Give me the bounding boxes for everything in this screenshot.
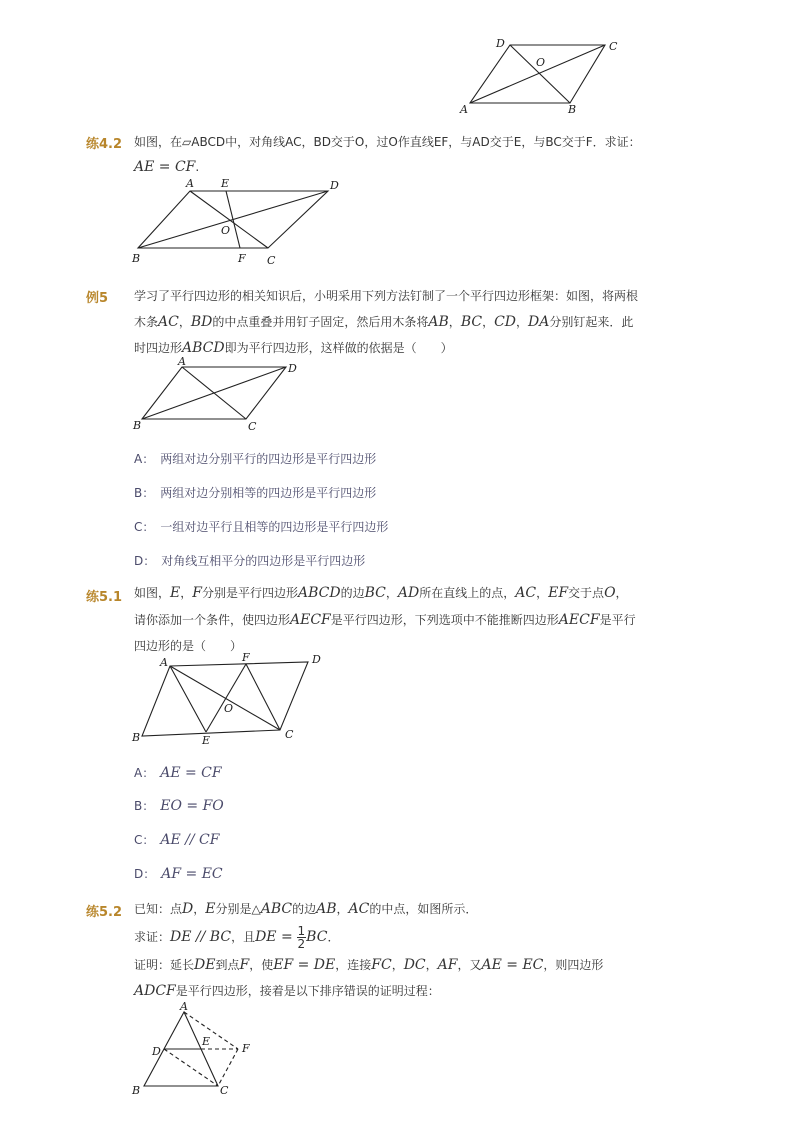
label-E: E xyxy=(202,1035,211,1048)
label-D: D xyxy=(152,1045,161,1058)
label-B: B xyxy=(132,1084,141,1097)
label-O: O xyxy=(224,702,234,715)
exercise-tag-4-2: 练4.2 xyxy=(86,137,123,152)
example-5-option-b[interactable]: B： 两组对边分别相等的四边形是平行四边形 xyxy=(134,486,377,500)
label-A: A xyxy=(160,656,168,669)
exercise-5-2-line-3: 证明：延长DE到点F，使EF = DE，连接FC，DC，AF，又AE = EC，则四边形 xyxy=(134,957,604,973)
label-O: O xyxy=(536,56,546,69)
exercise-5-1-option-a[interactable]: A： AE = CF xyxy=(134,765,222,781)
figure-exercise-5-1 xyxy=(128,652,338,748)
label-E: E xyxy=(202,734,211,747)
figure-exercise-4-2 xyxy=(128,176,348,268)
label-O: O xyxy=(221,224,231,237)
label-C: C xyxy=(609,40,618,53)
label-A: A xyxy=(460,103,468,116)
example-tag-5: 例5 xyxy=(86,291,109,306)
label-B: B xyxy=(132,252,141,265)
label-C: C xyxy=(285,728,294,741)
exercise-5-2-line-2: 求证：DE // BC，且DE = $\frac{1}{2}$ BC． xyxy=(134,924,340,951)
label-F: F xyxy=(242,652,250,664)
label-B: B xyxy=(133,419,142,432)
label-F: F xyxy=(238,252,246,265)
exercise-4-2-conclusion: AE = CF. xyxy=(134,159,200,175)
exercise-5-1-option-b[interactable]: B： EO = FO xyxy=(134,798,224,814)
figure-example-5 xyxy=(128,356,308,432)
example-5-line-1: 学习了平行四边形的相关知识后，小明采用下列方法钉制了一个平行四边形框架：如图，将两根 xyxy=(134,289,639,303)
label-C: C xyxy=(248,420,257,432)
exercise-5-1-line-1: 如图，E，F分别是平行四边形ABCD的边BC，AD所在直线上的点，AC，EF交于点O， xyxy=(134,585,628,601)
label-C: C xyxy=(220,1084,229,1097)
fraction-one-half: $\frac{1}{2}$ xyxy=(297,924,306,951)
example-5-option-a[interactable]: A： 两组对边分别平行的四边形是平行四边形 xyxy=(134,452,377,466)
label-A: A xyxy=(186,177,194,190)
label-D: D xyxy=(288,362,297,375)
example-5-option-d[interactable]: D： 对角线互相平分的四边形是平行四边形 xyxy=(134,554,366,568)
example-5-line-2: 木条AC，BD的中点重叠并用钉子固定，然后用木条将AB，BC，CD，DA分别钉起来．此 xyxy=(134,314,634,330)
label-D: D xyxy=(330,179,339,192)
label-A: A xyxy=(178,356,186,368)
label-B: B xyxy=(132,731,141,744)
exercise-5-2-line-4: ADCF是平行四边形，接着是以下排序错误的证明过程： xyxy=(134,983,440,999)
exercise-5-1-line-2: 请你添加一个条件，使四边形AECF是平行四边形，下列选项中不能推断四边形AECF是平行 xyxy=(134,612,636,628)
label-B: B xyxy=(568,103,577,116)
exercise-5-1-option-c[interactable]: C： AE // CF xyxy=(134,832,220,848)
exercise-tag-5-2: 练5.2 xyxy=(86,905,123,920)
example-5-line-3: 时四边形ABCD即为平行四边形，这样做的依据是（ ） xyxy=(134,340,453,356)
label-A: A xyxy=(180,1000,188,1013)
label-D: D xyxy=(312,653,321,666)
label-C: C xyxy=(267,254,276,267)
exercise-4-2-text: 如图，在▱ABCD中，对角线AC，BD交于O，过O作直线EF，与AD交于E，与BC交于F．求证： xyxy=(134,135,641,149)
figure-exercise-5-2 xyxy=(128,1000,268,1100)
exercise-5-1-option-d[interactable]: D： AF = EC xyxy=(134,866,223,882)
label-D: D xyxy=(496,37,505,50)
exercise-tag-5-1: 练5.1 xyxy=(86,590,123,605)
exercise-5-1-line-3: 四边形的是（ ） xyxy=(134,639,243,653)
exercise-5-2-line-1: 已知：点D，E分别是△ABC的边AB，AC的中点，如图所示． xyxy=(134,901,478,917)
figure-parallelogram-abcd-top xyxy=(450,35,630,120)
label-E: E xyxy=(221,177,230,190)
label-F: F xyxy=(242,1042,250,1055)
example-5-option-c[interactable]: C： 一组对边平行且相等的四边形是平行四边形 xyxy=(134,520,389,534)
